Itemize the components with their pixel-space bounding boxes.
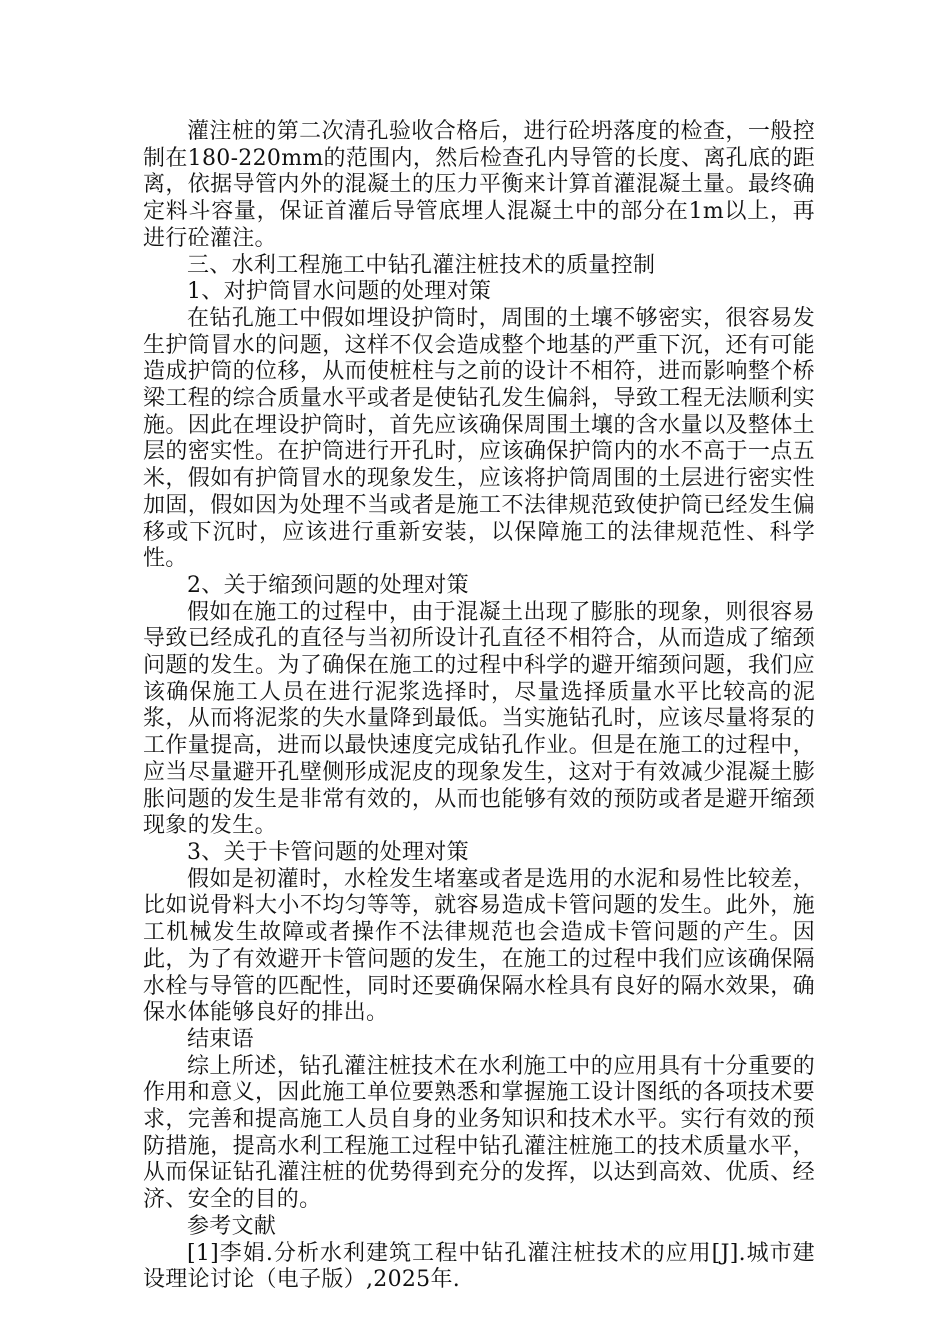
heading-conclusion: 结束语 [187, 1026, 254, 1052]
paragraph-pile-cleaning: 灌注桩的第二次清孔验收合格后，进行砼坍落度的检查，一般控制在180-220mm的范围内，然后检查孔内导管的长度、离孔底的距离，依据导管内外的混凝土的压力平衡来计算首灌混凝土量。最终确定料斗容量，保证首灌后导管底埋人混凝土中的部分在1m以上，再进行砼灌注。 [143, 119, 815, 251]
subheading-casing-water: 1、对护筒冒水问题的处理对策 [187, 279, 492, 305]
paragraph-necking: 假如在施工的过程中，由于混凝土出现了膨胀的现象，则很容易导致已经成孔的直径与当初所设计孔直径不相符合，从而造成了缩颈问题的发生。为了确保在施工的过程中科学的避开缩颈问题，我们应该确保施工人员在进行泥浆选择时，尽量选择质量水平比较高的泥浆，从而将泥浆的失水量降到最低。当实施钻孔时，应该尽量将泵的工作量提高，进而以最快速度完成钻孔作业。但是在施工的过程中，应当尽量避开孔壁侧形成泥皮的现象发生，这对于有效减少混凝土膨胀问题的发生是非常有效的，从而也能够有效的预防或者是避开缩颈现象的发生。 [143, 599, 815, 839]
paragraph-pipe-blockage: 假如是初灌时，水栓发生堵塞或者是选用的水泥和易性比较差，比如说骨料大小不均匀等等，就容易造成卡管问题的发生。此外，施工机械发生故障或者操作不法律规范也会造成卡管问题的产生。因此，为了有效避开卡管问题的发生，在施工的过程中我们应该确保隔水栓与导管的匹配性，同时还要确保隔水栓具有良好的隔水效果，确保水体能够良好的排出。 [143, 866, 815, 1026]
subheading-necking: 2、关于缩颈问题的处理对策 [187, 572, 469, 598]
heading-references: 参考文献 [187, 1213, 277, 1239]
subheading-pipe-blockage: 3、关于卡管问题的处理对策 [187, 839, 469, 865]
paragraph-conclusion: 综上所述，钻孔灌注桩技术在水利施工中的应用具有十分重要的作用和意义，因此施工单位要熟悉和掌握施工设计图纸的各项技术要求，完善和提高施工人员自身的业务知识和技术水平。实行有效的预防措施，提高水利工程施工过程中钻孔灌注桩施工的技术质量水平，从而保证钻孔灌注桩的优势得到充分的发挥，以达到高效、优质、经济、安全的目的。 [143, 1053, 815, 1213]
section-heading-quality-control: 三、水利工程施工中钻孔灌注桩技术的质量控制 [187, 252, 656, 278]
reference-item: [1]李娟.分析水利建筑工程中钻孔灌注桩技术的应用[J].城市建设理论讨论（电子版）,2025年. [143, 1240, 815, 1293]
paragraph-casing-water: 在钻孔施工中假如埋设护筒时，周围的土壤不够密实，很容易发生护筒冒水的问题，这样不仅会造成整个地基的严重下沉，还有可能造成护筒的位移，从而使桩柱与之前的设计不相符，进而影响整个桥梁工程的综合质量水平或者是使钻孔发生偏斜，导致工程无法顺利实施。因此在埋设护筒时，首先应该确保周围土壤的含水量以及整体土层的密实性。在护筒进行开孔时，应该确保护筒内的水不高于一点五米，假如有护筒冒水的现象发生，应该将护筒周围的土层进行密实性加固，假如因为处理不当或者是施工不法律规范致使护筒已经发生偏移或下沉时，应该进行重新安装，以保障施工的法律规范性、科学性。 [143, 305, 815, 572]
document-body [143, 119, 815, 1294]
